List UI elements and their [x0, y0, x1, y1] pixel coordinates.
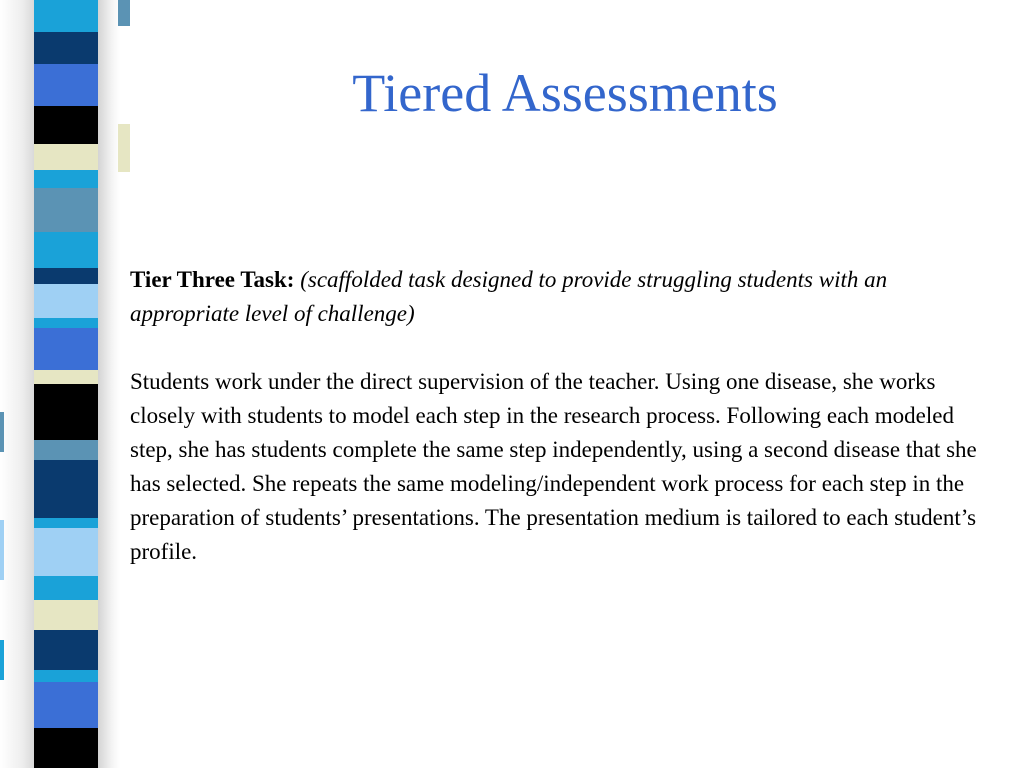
slide-title: Tiered Assessments [352, 63, 778, 123]
stripe-block [34, 600, 98, 630]
cream-accent-bar [118, 124, 130, 172]
stripe-block [34, 682, 98, 728]
left-edge-accent [0, 412, 4, 452]
stripe-block [34, 728, 98, 768]
stripe-block [34, 370, 98, 384]
stripe-block [34, 284, 98, 318]
tier-three-task-heading [130, 263, 986, 331]
left-edge-accent [0, 520, 4, 580]
stripe-block [34, 268, 98, 284]
stripe-block [34, 576, 98, 600]
stripe-block [34, 384, 98, 440]
stripe-block [34, 106, 98, 144]
stripe-block [34, 518, 98, 528]
stripe-block [34, 528, 98, 576]
decorative-block-stripe [34, 0, 98, 768]
stripe-block [34, 188, 98, 232]
stripe-block [34, 440, 98, 460]
stripe-block [34, 32, 98, 64]
stripe-block [34, 0, 98, 32]
slide-body [130, 263, 986, 569]
top-accent-bar [118, 0, 130, 26]
stripe-block [34, 670, 98, 682]
stripe-block [34, 318, 98, 328]
paragraph-spacer [130, 331, 986, 365]
stripe-block [34, 170, 98, 188]
stripe-block [34, 460, 98, 518]
left-edge-accent [0, 640, 4, 680]
stripe-block [34, 64, 98, 106]
stripe-block [34, 232, 98, 268]
tier-label: Tier Three Task: [130, 267, 295, 292]
stripe-block [34, 630, 98, 670]
task-paragraph: Students work under the direct supervision of the teacher. Using one disease, she works closely with students to model each step in the research process. Following each modeled step, she has students complete the same step independently, using a second disease that she has selected. She repeats the same modeling/independent work process for each step in the preparation of students’ presentations. The presentation medium is tailored to each student’s profile. [130, 369, 977, 564]
tier-description: (scaffolded task designed to provide struggling students with an appropriate level of challenge) [130, 267, 888, 326]
stripe-block [34, 144, 98, 170]
stripe-block [34, 328, 98, 370]
